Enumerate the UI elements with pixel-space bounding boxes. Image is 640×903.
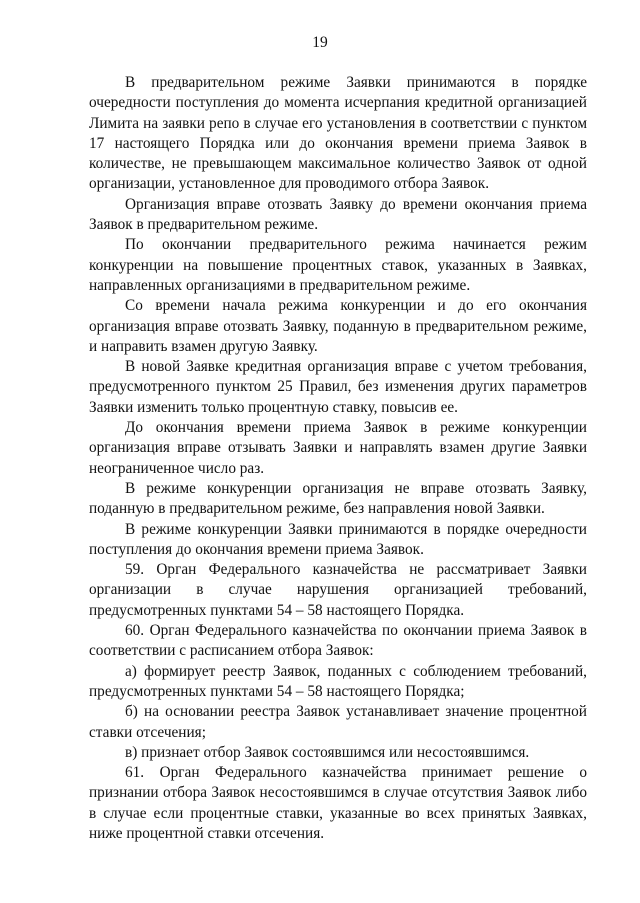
paragraph-item-61: 61. Орган Федерального казначейства принимает решение о признании отбора Заявок несостоявшимся в случае отсутствия Заявок либо в случае если процентные ставки, указанные во всех принятых Заявках, ниже процентной ставки отсечения.: [89, 764, 587, 842]
subitem-a: а) формирует реестр Заявок, поданных с соблюдением требований, предусмотренных пунктами 54 – 58 настоящего Порядка;: [89, 662, 587, 700]
paragraph-item-60: 60. Орган Федерального казначейства по окончании приема Заявок в соответствии с расписанием отбора Заявок:: [89, 622, 587, 660]
paragraph: Организация вправе отозвать Заявку до времени окончания приема Заявок в предварительном режиме.: [89, 195, 587, 234]
document-body: [89, 73, 587, 844]
paragraph: В режиме конкуренции Заявки принимаются в порядке очередности поступления до окончания времени приема Заявок.: [89, 520, 587, 558]
paragraph: В предварительном режиме Заявки принимаются в порядке очередности поступления до момента исчерпания кредитной организацией Лимита на заявки репо в случае его установления в соответствии с пунктом 17 настоящего Порядка или до окончания времени приема Заявок в количестве, не превышающем максимальное количество Заявок от одной организации, установленное для проводимого отбора Заявок.: [89, 74, 587, 193]
paragraph: В режиме конкуренции организация не вправе отозвать Заявку, поданную в предварительном режиме, без направления новой Заявки.: [89, 479, 587, 518]
paragraph: Со времени начала режима конкуренции и до его окончания организация вправе отозвать Заявку, поданную в предварительном режиме, и направить взамен другую Заявку.: [89, 297, 587, 355]
page-number: 19: [312, 34, 328, 51]
subitem-v: в) признает отбор Заявок состоявшимся или несостоявшимся.: [125, 743, 530, 761]
paragraph: До окончания времени приема Заявок в режиме конкуренции организация вправе отзывать Заявки и направлять взамен другие Заявки неограниченное число раз.: [89, 419, 587, 477]
subitem-b: б) на основании реестра Заявок устанавливает значение процентной ставки отсечения;: [89, 703, 587, 741]
paragraph: В новой Заявке кредитная организация вправе с учетом требования, предусмотренного пунктом 25 Правил, без изменения других параметров Заявки изменить только процентную ставку, повысив ее.: [89, 358, 587, 416]
paragraph: По окончании предварительного режима начинается режим конкуренции на повышение процентных ставок, указанных в Заявках, направленных организациями в предварительном режиме.: [89, 236, 587, 294]
paragraph-item-59: 59. Орган Федерального казначейства не рассматривает Заявки организации в случае нарушения организацией требований, предусмотренных пунктами 54 – 58 настоящего Порядка.: [89, 561, 587, 619]
